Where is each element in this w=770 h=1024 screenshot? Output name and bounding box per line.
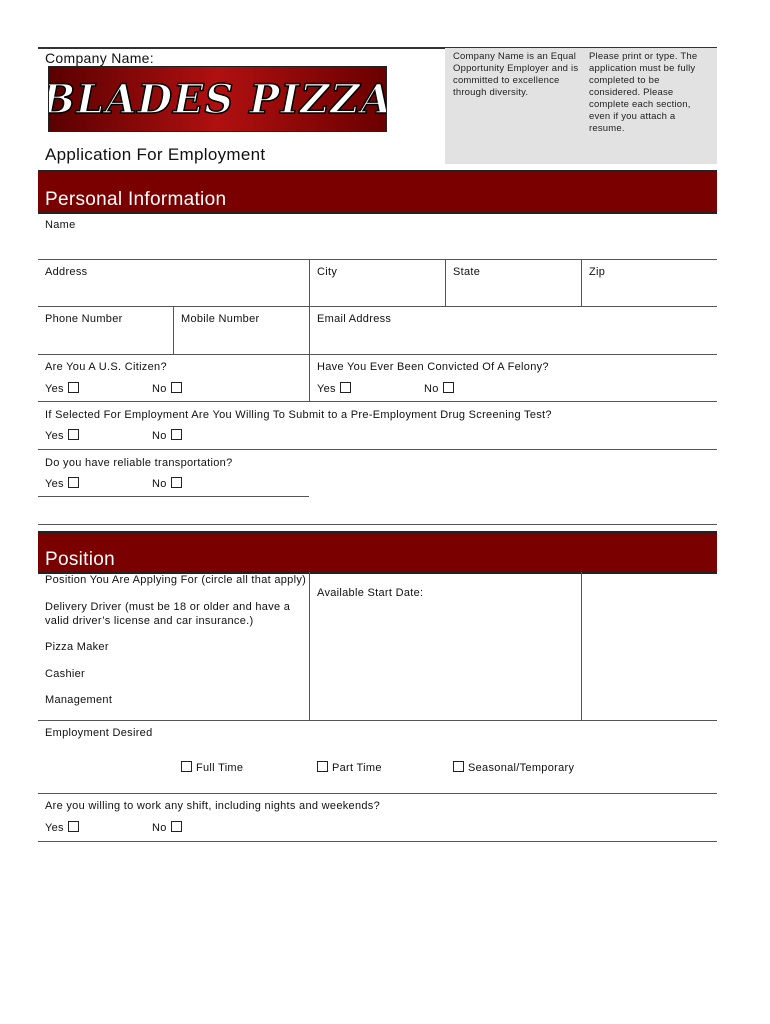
checkbox[interactable] xyxy=(181,761,192,772)
mobile-label: Mobile Number xyxy=(181,313,260,325)
section-title-position: Position xyxy=(45,549,115,570)
start-date-label: Available Start Date: xyxy=(317,587,424,599)
drug-no-option[interactable] xyxy=(152,429,182,442)
checkbox[interactable] xyxy=(171,429,182,440)
transport-yes-option[interactable] xyxy=(45,477,79,490)
rule xyxy=(38,306,717,307)
no-label: No xyxy=(424,383,439,395)
yes-label: Yes xyxy=(45,430,64,442)
no-label: No xyxy=(152,822,167,834)
seasonal-option[interactable] xyxy=(453,761,574,774)
divider xyxy=(309,572,310,720)
checkbox[interactable] xyxy=(171,382,182,393)
divider xyxy=(309,306,310,354)
divider xyxy=(581,572,582,720)
option-management[interactable]: Management xyxy=(45,694,113,706)
checkbox[interactable] xyxy=(171,821,182,832)
employment-desired-label: Employment Desired xyxy=(45,727,153,739)
citizen-no-option[interactable] xyxy=(152,382,182,395)
checkbox[interactable] xyxy=(68,477,79,488)
instructions-note: Please print or type. The application must be fully completed to be considered. Please complete each section, even if you attach a resume. xyxy=(589,51,698,134)
rule xyxy=(38,354,717,355)
page-title: Application For Employment xyxy=(45,145,266,164)
part-time-label: Part Time xyxy=(332,762,382,774)
eeo-note: Company Name is an Equal Opportunity Employer and is committed to excellence through diversity. xyxy=(453,51,579,98)
checkbox[interactable] xyxy=(317,761,328,772)
felony-no-option[interactable] xyxy=(424,382,454,395)
city-label: City xyxy=(317,266,338,278)
yes-label: Yes xyxy=(317,383,336,395)
rule xyxy=(38,496,309,497)
rule xyxy=(38,720,717,721)
state-label: State xyxy=(453,266,481,278)
no-label: No xyxy=(152,383,167,395)
logo-graphic xyxy=(49,67,386,131)
email-label: Email Address xyxy=(317,313,392,325)
option-delivery-driver[interactable]: Delivery Driver (must be 18 or older and have a xyxy=(45,601,291,613)
option-delivery-driver-note: valid driver’s license and car insurance.) xyxy=(45,615,254,627)
shift-question: Are you willing to work any shift, including nights and weekends? xyxy=(45,800,381,812)
yes-label: Yes xyxy=(45,822,64,834)
part-time-option[interactable] xyxy=(317,761,382,774)
full-time-label: Full Time xyxy=(196,762,244,774)
felony-yes-option[interactable] xyxy=(317,382,351,395)
applying-for-label: Position You Are Applying For (circle all that apply) xyxy=(45,574,307,586)
option-pizza-maker[interactable]: Pizza Maker xyxy=(45,641,109,653)
rule xyxy=(38,401,717,402)
no-label: No xyxy=(152,478,167,490)
transport-no-option[interactable] xyxy=(152,477,182,490)
shift-yes-option[interactable] xyxy=(45,821,79,834)
name-label: Name xyxy=(45,219,76,231)
divider xyxy=(309,259,310,306)
felony-question: Have You Ever Been Convicted Of A Felony? xyxy=(317,361,549,373)
full-time-option[interactable] xyxy=(181,761,243,774)
seasonal-label: Seasonal/Temporary xyxy=(468,762,575,774)
citizen-question: Are You A U.S. Citizen? xyxy=(45,361,167,373)
section-title-personal: Personal Information xyxy=(45,189,227,210)
checkbox[interactable] xyxy=(68,429,79,440)
zip-label: Zip xyxy=(589,266,606,278)
no-label: No xyxy=(152,430,167,442)
divider xyxy=(173,306,174,354)
divider xyxy=(581,259,582,306)
phone-label: Phone Number xyxy=(45,313,123,325)
shift-no-option[interactable] xyxy=(152,821,182,834)
transport-question: Do you have reliable transportation? xyxy=(45,457,233,469)
section-band-position xyxy=(38,531,717,574)
rule xyxy=(38,524,717,525)
checkbox[interactable] xyxy=(171,477,182,488)
section-band-personal xyxy=(38,170,717,214)
rule xyxy=(38,793,717,794)
option-cashier[interactable]: Cashier xyxy=(45,668,86,680)
checkbox[interactable] xyxy=(340,382,351,393)
checkbox[interactable] xyxy=(443,382,454,393)
company-name-label: Company Name: xyxy=(45,50,154,66)
checkbox[interactable] xyxy=(453,761,464,772)
checkbox[interactable] xyxy=(68,382,79,393)
rule xyxy=(38,259,717,260)
logo-text: BLADES PIZZA xyxy=(49,76,386,123)
divider xyxy=(309,354,310,401)
company-logo xyxy=(48,66,387,132)
drug-yes-option[interactable] xyxy=(45,429,79,442)
checkbox[interactable] xyxy=(68,821,79,832)
drug-test-question: If Selected For Employment Are You Willing To Submit to a Pre-Employment Drug Screening Test? xyxy=(45,409,552,421)
citizen-yes-option[interactable] xyxy=(45,382,79,395)
yes-label: Yes xyxy=(45,383,64,395)
rule xyxy=(38,449,717,450)
rule xyxy=(38,841,717,842)
address-label: Address xyxy=(45,266,88,278)
yes-label: Yes xyxy=(45,478,64,490)
divider xyxy=(445,259,446,306)
